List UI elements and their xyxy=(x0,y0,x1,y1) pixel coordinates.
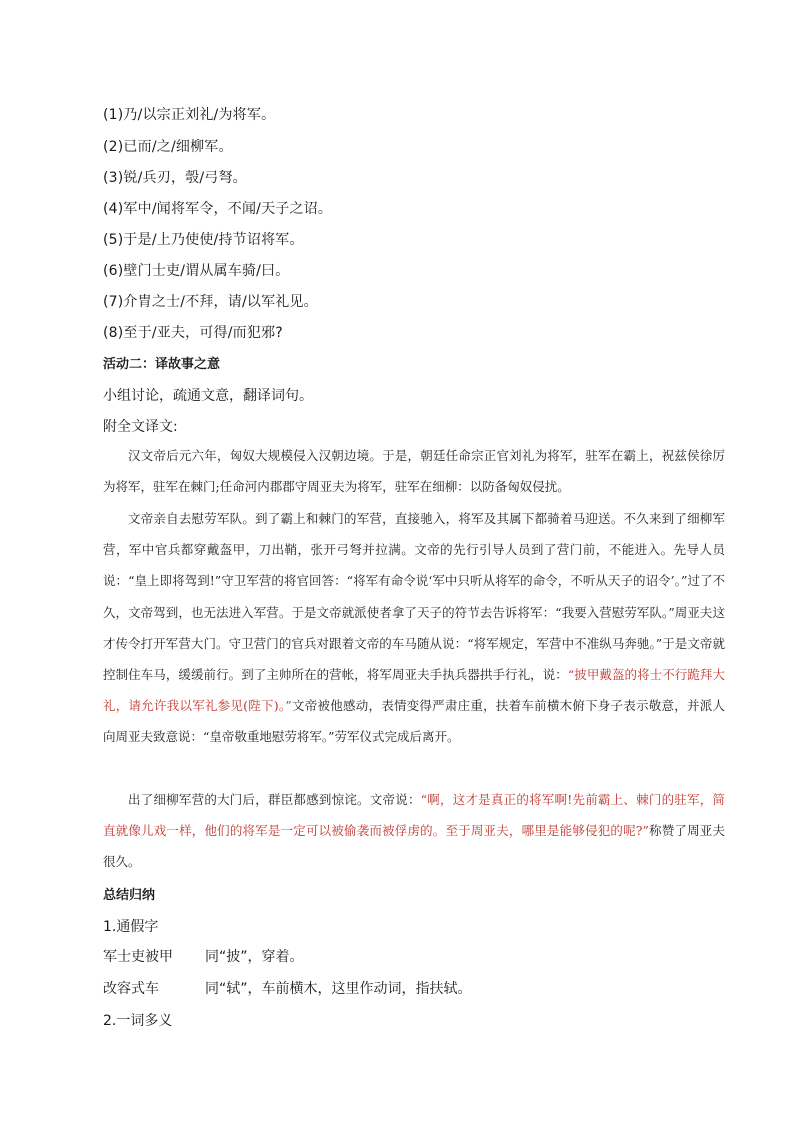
tongjia-term-1: 军士吏被甲 xyxy=(103,949,173,965)
segment-line-8: (8)至于/亚夫，可得/而犯邪? xyxy=(103,325,283,341)
segment-line-7: (7)介胄之士/不拜，请/以军礼见。 xyxy=(103,294,318,310)
summary-item-2: 2.一词多义 xyxy=(103,1013,173,1029)
segment-line-3: (3)锐/兵刃，彀/弓弩。 xyxy=(103,170,247,186)
paragraph-2-text-a: 文帝亲自去慰劳军队。到了霸上和棘门的军营，直接驰入，将军及其属下都骑着马迎送。不久来到了细柳军营，军中官兵都穿戴盔甲，刀出鞘，张开弓弩并拉满。文帝的先行引导人员到了营门前，不能进入。先导人员说：“皇上即将驾到!”守卫军营的将官回答：“将军有命令说‘军中只听从将军的命令，不听从天子的诏令’。”过了不久，文帝驾到，也无法进入军营。于是文帝就派使者拿了天子的符节去告诉将军：“我要入营慰劳军队。”周亚夫这才传令打开军营大门。守卫营门的官兵对跟着文帝的车马随从说：“将军规定，军营中不准纵马奔驰。”于是文帝就控制住车马，缓缓前行。到了主帅所在的营帐，将军周亚夫手执兵器拱手行礼，说： xyxy=(103,511,725,683)
translation-paragraph-3 xyxy=(103,784,725,878)
segment-line-4: (4)军中/闻将军令，不闻/天子之诏。 xyxy=(103,201,333,217)
paragraph-3-red-quote: “啊，这才是真正的将军啊!先前霸上、棘门的驻军，简直就像儿戏一样，他们的将军是一定可以被偷袭而被俘虏的。至于周亚夫，哪里是能够侵犯的呢?” xyxy=(103,792,725,839)
summary-item-1: 1.通假字 xyxy=(103,919,159,935)
tongjia-term-2: 改容式车 xyxy=(103,981,159,997)
paragraph-2-red-quote: “披甲戴盔的将士不行跪拜大礼，请允许我以军礼参见(陛下)。” xyxy=(103,667,725,714)
segment-line-1: (1)乃/以宗正刘礼/为将军。 xyxy=(103,107,276,123)
paragraph-3-text-a: 出了细柳军营的大门后，群臣都感到惊诧。文帝说： xyxy=(128,792,421,807)
translation-paragraph-2 xyxy=(103,503,725,753)
paragraph-3-text-b: 称赞了周亚夫很久。 xyxy=(103,823,725,870)
segment-line-2: (2)已而/之/细柳军。 xyxy=(103,139,233,155)
segment-line-5: (5)于是/上乃使使/持节诏将军。 xyxy=(103,232,304,248)
attached-translation-label: 附全文译文: xyxy=(103,419,178,435)
tongjia-def-2: 同“轼”，车前横木，这里作动词，指扶轼。 xyxy=(205,981,472,997)
tongjia-def-1: 同“披”，穿着。 xyxy=(205,949,304,965)
paragraph-2-text-b: 文帝被他感动，表情变得严肃庄重，扶着车前横木俯下身子表示敬意，并派人向周亚夫致意说：“皇帝敬重地慰劳将军。”劳军仪式完成后离开。 xyxy=(103,698,725,745)
summary-heading: 总结归纳 xyxy=(103,888,156,903)
segment-line-6: (6)壁门士吏/谓从属车骑/曰。 xyxy=(103,263,290,279)
activity2-heading: 活动二：译故事之意 xyxy=(103,357,221,372)
translation-paragraph-1: 汉文帝后元六年，匈奴大规模侵入汉朝边境。于是，朝廷任命宗正官刘礼为将军，驻军在霸上，祝兹侯徐厉为将军，驻军在棘门;任命河内郡郡守周亚夫为将军，驻军在细柳：以防备匈奴侵扰。 xyxy=(103,448,725,495)
activity2-instruction: 小组讨论，疏通文意，翻译词句。 xyxy=(103,388,313,404)
